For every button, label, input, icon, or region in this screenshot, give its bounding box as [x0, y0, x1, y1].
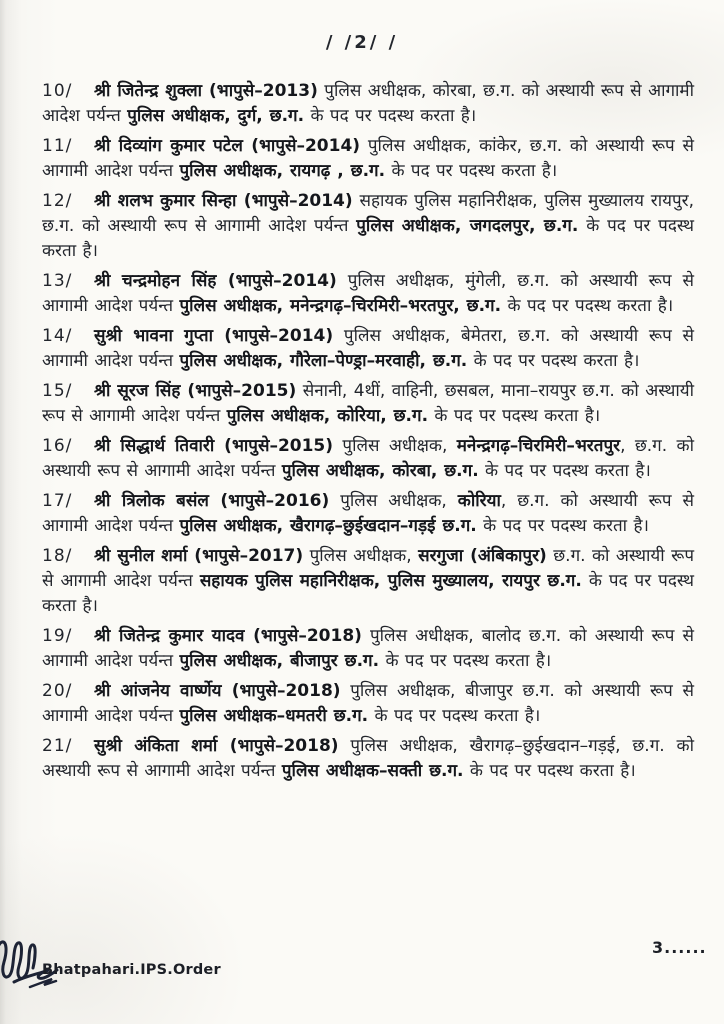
item-text: पुलिस अधीक्षक, खैरागढ़–छुईखदान–गड़ई, छ.ग. को अस्थायी रूप से आगामी आदेश पर्यन्त — [42, 736, 694, 781]
item-bold-text: सरगुजा (अंबिकापुर) — [418, 546, 547, 566]
item-number: 17/ — [42, 491, 73, 511]
item-bold-text: श्री जितेन्द्र कुमार यादव (भापुसे–2018) — [94, 626, 362, 646]
order-item — [42, 324, 694, 374]
order-item — [42, 544, 694, 619]
item-number: 19/ — [42, 626, 73, 646]
item-bold-text: श्री आंजनेय वार्ष्णेय (भापुसे–2018) — [94, 681, 341, 701]
item-text: पुलिस अधीक्षक, बालोद छ.ग. को अस्थायी रूप से आगामी आदेश पर्यन्त — [42, 626, 694, 671]
item-text: सेनानी, 4थीं, वाहिनी, छसबल, माना–रायपुर छ.ग. को अस्थायी रूप से आगामी आदेश पर्यन्त — [42, 381, 695, 426]
item-bold-text: पुलिस अधीक्षक, जगदलपुर, छ.ग. — [356, 216, 579, 236]
item-text: पुलिस अधीक्षक, बेमेतरा, छ.ग. को अस्थायी रूप से आगामी आदेश पर्यन्त — [42, 326, 695, 371]
item-text: के पद पर पदस्थ करता है। — [304, 106, 477, 126]
page-footer — [0, 924, 724, 1024]
item-text: पुलिस अधीक्षक, कांकेर, छ.ग. को अस्थायी रूप से आगामी आदेश पर्यन्त — [42, 136, 695, 181]
item-text: के पद पर पदस्थ करता है। — [379, 651, 552, 671]
item-bold-text: श्री शलभ कुमार सिन्हा (भापुसे–2014) — [94, 191, 353, 211]
item-text: के पद पर पदस्थ करता है। — [368, 706, 541, 726]
item-bold-text: कोरिया — [457, 491, 501, 511]
item-number: 21/ — [42, 736, 73, 756]
order-item — [42, 379, 694, 429]
item-bold-text: श्री त्रिलोक बसंल (भापुसे–2016) — [94, 491, 330, 511]
item-bold-text: पुलिस अधीक्षक, रायगढ़ , छ.ग. — [179, 161, 386, 181]
item-bold-text: श्री सुनील शर्मा (भापुसे–2017) — [94, 546, 304, 566]
item-number: 12/ — [42, 191, 73, 211]
item-number: 14/ — [42, 326, 73, 346]
item-bold-text: पुलिस अधीक्षक, खैरागढ़–छुईखदान–गड़ई छ.ग. — [179, 516, 477, 536]
item-bold-text: श्री चन्द्रमोहन सिंह (भापुसे–2014) — [94, 271, 337, 291]
item-bold-text: पुलिस अधीक्षक, कोरिया, छ.ग. — [226, 406, 429, 426]
page-number-header: / /2/ / — [325, 32, 399, 53]
item-bold-text: सहायक पुलिस महानिरीक्षक, पुलिस मुख्यालय, रायपुर छ.ग. — [199, 571, 582, 591]
item-text: छ.ग. को अस्थायी रूप से आगामी आदेश पर्यन्त — [42, 546, 694, 591]
item-text: के पद पर पदस्थ करता है। — [385, 161, 558, 181]
item-text: सहायक पुलिस महानिरीक्षक, पुलिस मुख्यालय रायपुर, छ.ग. को अस्थायी रूप से आगामी आदेश पर्यन्त — [42, 191, 694, 236]
item-text: पुलिस अधीक्षक, कोरबा, छ.ग. को अस्थायी रूप से आगामी आदेश पर्यन्त — [42, 81, 694, 126]
item-bold-text: श्री दिव्यांग कुमार पटेल (भापुसे–2014) — [94, 136, 361, 156]
item-bold-text: पुलिस अधीक्षक, गौरेला–पेण्ड्रा–मरवाही, छ.ग. — [179, 351, 468, 371]
item-number: 10/ — [42, 81, 73, 101]
item-text: के पद पर पदस्थ करता है। — [478, 461, 651, 481]
item-bold-text: श्री जितेन्द्र शुक्ला (भापुसे–2013) — [94, 81, 318, 101]
item-bold-text: मनेन्द्रगढ़–चिरमिरी–भरतपुर — [456, 436, 621, 456]
order-item — [42, 679, 694, 729]
order-item — [42, 134, 694, 184]
item-text: पुलिस अधीक्षक, बीजापुर छ.ग. को अस्थायी रूप से आगामी आदेश पर्यन्त — [42, 681, 694, 726]
item-bold-text: पुलिस अधीक्षक–सक्ती छ.ग. — [281, 761, 464, 781]
item-bold-text: पुलिस अधीक्षक, बीजापुर छ.ग. — [179, 651, 380, 671]
item-bold-text: पुलिस अधीक्षक–धमतरी छ.ग. — [179, 706, 369, 726]
item-bold-text: सुश्री अंकिता शर्मा (भापुसे–2018) — [94, 736, 339, 756]
footer-file-label: Bhatpahari.IPS.Order — [42, 962, 221, 978]
item-text: के पद पर पदस्थ करता है। — [476, 516, 649, 536]
order-item — [42, 489, 694, 539]
item-text: , छ.ग. को अस्थायी रूप से आगामी आदेश पर्यन्त — [42, 491, 695, 536]
item-number: 13/ — [42, 271, 73, 291]
order-list — [42, 79, 694, 784]
item-text: के पद पर पदस्थ करता है। — [42, 216, 695, 261]
item-bold-text: श्री सूरज सिंह (भापुसे–2015) — [94, 381, 297, 401]
order-item — [42, 434, 694, 484]
item-text: के पद पर पदस्थ करता है। — [467, 351, 640, 371]
item-bold-text: श्री सिद्धार्थ तिवारी (भापुसे–2015) — [94, 436, 334, 456]
item-bold-text: सुश्री भावना गुप्ता (भापुसे–2014) — [94, 326, 334, 346]
item-text: पुलिस अधीक्षक, — [333, 436, 457, 456]
order-item — [42, 624, 694, 674]
order-item — [42, 269, 694, 319]
order-item — [42, 189, 694, 264]
item-number: 18/ — [42, 546, 73, 566]
item-number: 16/ — [42, 436, 73, 456]
item-bold-text: पुलिस अधीक्षक, कोरबा, छ.ग. — [281, 461, 479, 481]
item-text: पुलिस अधीक्षक, — [329, 491, 458, 511]
item-text: के पद पर पदस्थ करता है। — [428, 406, 601, 426]
item-text: के पद पर पदस्थ करता है। — [501, 296, 674, 316]
item-text: पुलिस अधीक्षक, — [303, 546, 419, 566]
item-text: के पद पर पदस्थ करता है। — [42, 571, 694, 616]
item-text: , छ.ग. को अस्थायी रूप से आगामी आदेश पर्यन्त — [42, 436, 694, 481]
item-text: पुलिस अधीक्षक, मुंगेली, छ.ग. को अस्थायी रूप से आगामी आदेश पर्यन्त — [42, 271, 695, 316]
next-page-marker: 3...... — [652, 938, 707, 957]
item-number: 20/ — [42, 681, 73, 701]
order-item — [42, 734, 694, 784]
order-item — [42, 79, 694, 129]
item-number: 11/ — [42, 136, 73, 156]
item-number: 15/ — [42, 381, 73, 401]
item-bold-text: पुलिस अधीक्षक, मनेन्द्रगढ़–चिरमिरी–भरतपुर, छ.ग. — [179, 296, 502, 316]
item-bold-text: पुलिस अधीक्षक, दुर्ग, छ.ग. — [127, 106, 305, 126]
item-text: के पद पर पदस्थ करता है। — [463, 761, 636, 781]
